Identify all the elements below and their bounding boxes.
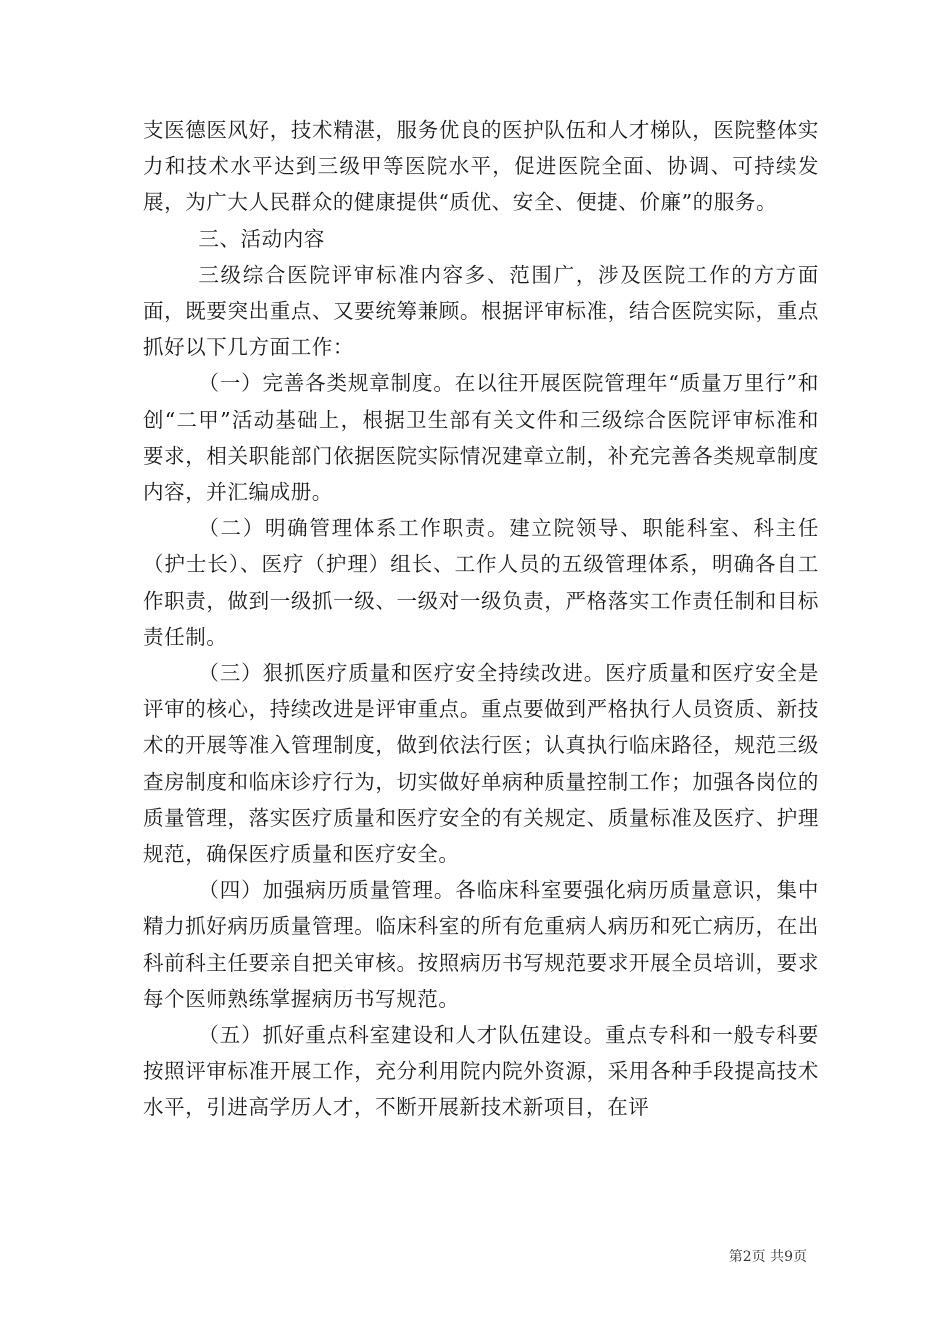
paragraph-continuation: 支医德医风好，技术精湛，服务优良的医护队伍和人才梯队，医院整体实力和技术水平达到三级甲等医院水平，促进医院全面、协调、可持续发展，为广大人民群众的健康提供“质优、安全、便捷、价廉”的服务。 <box>143 118 819 215</box>
paragraph-item-2: （二）明确管理体系工作职责。建立院领导、职能科室、科主任（护士长）、医疗（护理）组长、工作人员的五级管理体系，明确各自工作职责，做到一级抓一级、一级对一级负责，严格落实工作责任制和目标责任制。 <box>143 516 819 649</box>
paragraph-intro: 三级综合医院评审标准内容多、范围广，涉及医院工作的方方面面，既要突出重点、又要统筹兼顾。根据评审标准，结合医院实际，重点抓好以下几方面工作： <box>143 262 819 360</box>
document-body <box>143 112 819 1126</box>
paragraph-item-4: （四）加强病历质量管理。各临床科室要强化病历质量意识，集中精力抓好病历质量管理。临床科室的所有危重病人病历和死亡病历，在出科前科主任要亲自把关审核。按照病历书写规范要求开展全员培训，要求每个医师熟练掌握病历书写规范。 <box>143 878 819 1011</box>
section-heading-activity-content: 三、活动内容 <box>198 226 325 251</box>
paragraph-item-3: （三）狠抓医疗质量和医疗安全持续改进。医疗质量和医疗安全是评审的核心，持续改进是评审重点。重点要做到严格执行人员资质、新技术的开展等准入管理制度，做到依法行医；认真执行临床路径，规范三级查房制度和临床诊疗行为，切实做好单病种质量控制工作；加强各岗位的质量管理，落实医疗质量和医疗安全的有关规定、质量标准及医疗、护理规范，确保医疗质量和医疗安全。 <box>143 661 819 867</box>
page-number-footer: 第2页 共9页 <box>728 1249 807 1265</box>
paragraph-item-1: （一）完善各类规章制度。在以往开展医院管理年“质量万里行”和创“二甲”活动基础上，根据卫生部有关文件和三级综合医院评审标准和要求，相关职能部门依据医院实际情况建章立制，补充完善各类规章制度内容，并汇编成册。 <box>143 371 819 505</box>
paragraph-item-5: （五）抓好重点科室建设和人才队伍建设。重点专科和一般专科要按照评审标准开展工作，充分利用院内院外资源，采用各种手段提高技术水平，引进高学历人才，不断开展新技术新项目，在评 <box>143 1023 819 1120</box>
